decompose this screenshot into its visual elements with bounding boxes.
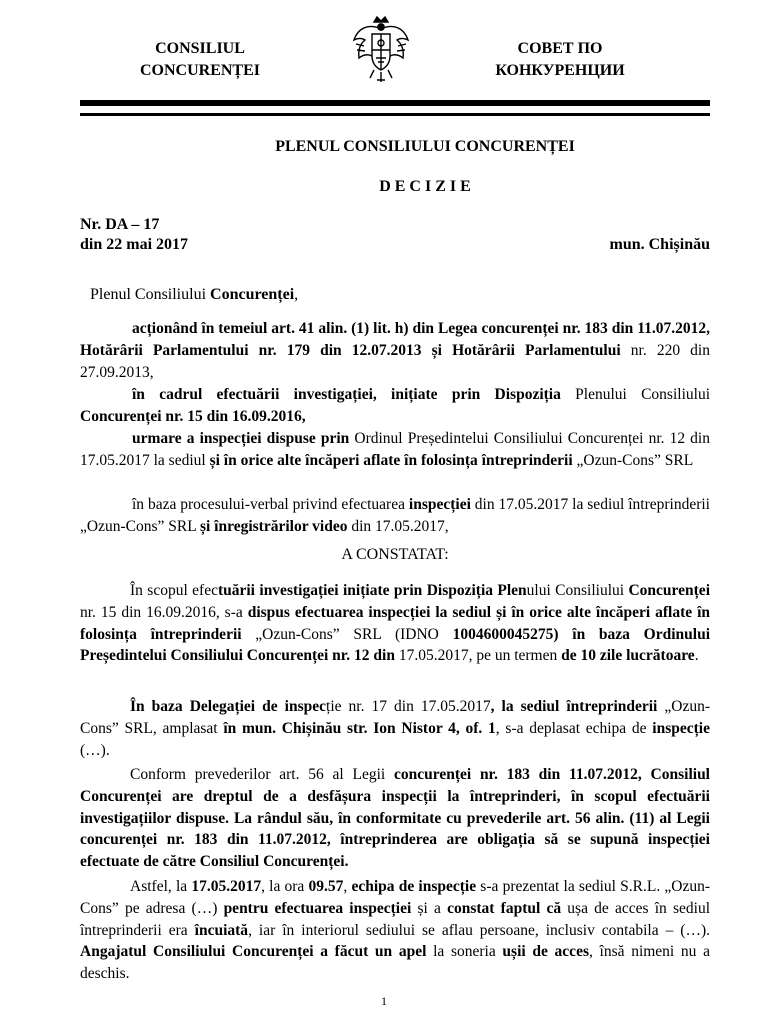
text-run: în mun. Chișinău str. Ion Nistor 4, of. 1 [223,719,496,737]
text-run: în cadrul efectuării investigației, inițiate prin Dispoziția [132,386,576,403]
text-run: nr. 15 din 16.09.2016, s-a [80,603,248,621]
text-run: „Ozun-Cons” SRL [572,451,694,469]
text-run: ușii de acces [502,943,589,961]
text-run: 17.05.2017, pe un termen [394,647,562,665]
text-run: concurenței nr. 183 din 11.07.2012, Consiliul Concurenței are dreptul de a desfășura inspecții la întreprinderi, în scopul efectuării investigațiilor dispuse. La rândul său, în conformitate cu prevederile art. 56 alin. (11) al Legii concurenței nr. 183 din 11.07.2012, întreprinderea are obligația să se supună inspecției efectuate de către Consiliul Concurenței. [80,766,710,871]
institution-name-ro-line1: CONSILIUL [155,40,245,57]
text-run: (…). [80,741,110,759]
text-run: acționând în temeiul art. 41 alin. (1) lit. h) din Legea concurenței nr. 183 din 11.07.2012, Hotărârii Parlamentului nr. 179 din 12.07.2013 și Hotărârii Parlamentului [80,320,710,359]
text-run: tuării investigației inițiate prin Dispoziția Plen [217,582,527,599]
text-run: ușa de acces în sediul întreprinderii era [80,899,710,939]
text-run: , la sediul întreprinderii [490,698,658,715]
text-run: 17.05.2017 [191,878,262,895]
decision-number: Nr. DA – 17 [80,216,160,233]
text-run: , [343,878,352,895]
text-run: Ordinul Președintelui Consiliului Concurenței nr. 12 din 17.05.2017 la sediul [80,430,710,469]
text-run: . [694,647,699,665]
text-run: urmare a inspecției dispuse prin [132,430,355,447]
text-run: ului Consiliului [526,582,629,599]
text-run: din 17.05.2017 la sediul întreprinderii „Ozun-Cons” SRL [80,496,710,535]
institution-name-ru-line1: СОВЕТ ПО [517,40,603,57]
finding-legal-right [80,764,710,873]
text-run: Astfel, la [130,878,192,895]
text-run: În baza Delegației de inspec [130,698,327,715]
finding-inspection-ordered [80,580,710,667]
text-run: , însă nimeni nu a deschis. [80,943,710,983]
salutation-bold: Concurenței [210,286,295,303]
recital-investigation [80,384,710,428]
text-run: dispus efectuarea inspecției la sediul și în orice alte încăperi aflate în folosința întreprinderii [80,603,711,643]
text-run: Conform prevederilor art. 56 al Legii [130,766,394,783]
decision-place: mun. Chișinău [609,236,710,253]
finding-delegation [80,696,710,761]
finding-door-locked [80,876,710,985]
text-run: și a [411,899,448,917]
header-rule-thin [80,113,710,116]
plenum-title: PLENUL CONSILIULUI CONCURENȚEI [275,138,575,155]
text-run: și în orice alte încăperi aflate în folosința întreprinderii [209,451,573,469]
text-run: ție nr. 17 din 17.05.2017 [326,698,491,715]
text-run: Plenului Consiliului [575,386,710,403]
page-number: 1 [381,994,387,1008]
recital-inspection-order [80,428,710,472]
text-run: „Ozun-Cons” SRL, amplasat [80,698,711,737]
text-run: , la ora [261,878,309,895]
institution-name-ru-line2: КОНКУРЕНЦИИ [495,62,625,79]
recital-protocol [80,494,710,538]
text-run: , s-a deplasat echipa de [495,719,653,737]
text-run: În scopul efec [130,582,218,599]
text-run: în baza procesului-verbal privind efectuarea [132,496,409,513]
text-run: Concurenței nr. 15 din 16.09.2016, [80,407,306,425]
text-run: inspecției [408,496,471,513]
recital-legal-basis [80,318,710,383]
constat-heading: A CONSTATAT: [341,546,449,563]
text-run: și înregistrărilor video [199,517,348,535]
salutation-text: Plenul Consiliului [90,286,211,303]
institution-name-ro-line2: CONCURENȚEI [139,62,260,79]
text-run: inspecție [652,719,710,737]
text-run: „Ozun-Cons” SRL (IDNO [241,625,453,643]
decision-title: D E C I Z I E [379,178,471,195]
institution-name-ro [120,38,280,82]
salutation [90,286,298,304]
text-run: nr. 220 din 27.09.2013, [80,341,710,381]
text-run: , iar în interiorul sediului se aflau persoane, inclusiv contabila – (…). [248,921,710,939]
text-run: 09.57 [308,878,344,895]
text-run: constat faptul că [447,899,562,917]
text-run: s-a prezentat la sediul S.R.L. „Ozun-Cons” pe adresa (…) [80,878,711,917]
text-run: Concurenței [628,582,710,599]
text-run: pentru efectuarea inspecției [223,899,412,917]
text-run: încuiată [194,921,249,939]
header-rule-thick [80,100,710,106]
text-run: de 10 zile lucrătoare [561,647,695,665]
text-run: echipa de inspecție [351,878,477,895]
text-run: 1004600045275) în baza Ordinului Președintelui Consiliului Concurenței nr. 12 din [80,625,710,665]
institution-name-ru [480,38,640,82]
coat-of-arms-icon [350,14,412,86]
text-run: Angajatul Consiliului Concurenței a făcut un apel [80,943,427,961]
text-run: din 17.05.2017, [347,517,449,535]
text-run: la soneria [426,943,503,961]
decision-date: din 22 mai 2017 [80,236,189,253]
salutation-punct: , [294,286,299,303]
